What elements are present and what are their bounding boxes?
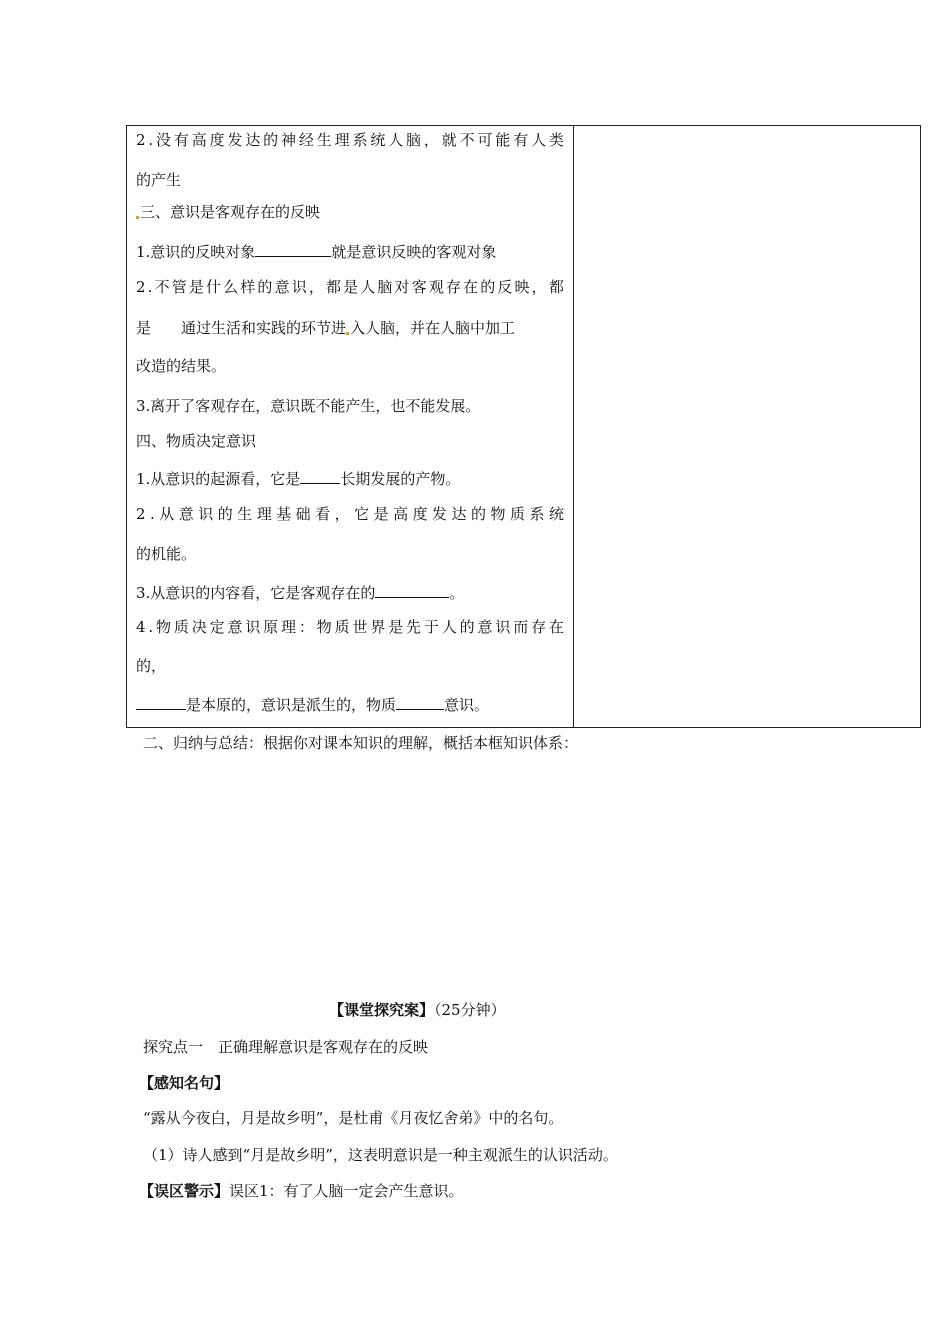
line-4: [136, 241, 496, 262]
inquiry-point-1: 探究点一 正确理解意识是客观存在的反映: [143, 1038, 429, 1056]
left-cell: [127, 126, 573, 727]
line-9: 四、物质决定意识: [136, 432, 257, 450]
line-16-text-a: 是本原的，意识是派生的，物质: [186, 696, 397, 714]
quote-line: “露从今夜白，月是故乡明”，是杜甫《月夜忆舍弟》中的名句。: [143, 1109, 564, 1127]
line-4-text-a: 1.意识的反映对象: [136, 243, 256, 261]
fill-blank: [255, 241, 331, 257]
line-13: [136, 582, 464, 603]
line-8: 3.离开了客观存在，意识既不能产生，也不能发展。: [136, 397, 481, 415]
line-3-text: 三、意识是客观存在的反映: [140, 203, 321, 221]
line-7: 改造的结果。: [136, 357, 227, 375]
summary-heading: 二、归纳与总结：根据你对课本知识的理解，概括本框知识体系：: [143, 734, 579, 752]
warning-heading: 【误区警示】: [139, 1182, 230, 1200]
fill-blank: [300, 468, 340, 484]
line-16: [136, 694, 489, 715]
line-1: 2 . 没 有 高 度 发 达 的 神 经 生 理 系 统 人 脑 ， 就 不 可 能 有 人 类: [136, 131, 564, 149]
line-13-text-a: 3.从意识的内容看，它是客观存在的: [136, 584, 376, 602]
fill-blank: [136, 694, 186, 710]
perceive-heading: 【感知名句】: [139, 1074, 230, 1092]
line-10-text-a: 1.从意识的起源看，它是: [136, 470, 301, 488]
line-12: 的机能。: [136, 545, 197, 563]
line-14: 4 . 物 质 决 定 意 识 原 理 ： 物 质 世 界 是 先 于 人 的 意 识 而 存 在: [136, 618, 564, 636]
line-16-text-b: 意识。: [444, 696, 490, 714]
fill-blank: [375, 582, 449, 598]
line-6-text-a: 是: [136, 319, 152, 337]
edit-mark-icon: [136, 216, 139, 219]
line-3: [136, 202, 320, 222]
edit-mark-icon: [346, 332, 349, 335]
line-11: 2 . 从 意 识 的 生 理 基 础 看 ， 它 是 高 度 发 达 的 物 质 系 统: [136, 505, 564, 523]
column-divider: [573, 126, 574, 727]
section-title: [329, 1000, 506, 1020]
content-table: [126, 125, 921, 728]
line-4-text-b: 就是意识反映的客观对象: [331, 243, 497, 261]
fill-blank: [396, 694, 444, 710]
line-5: 2 . 不 管 是 什 么 样 的 意 识 ， 都 是 人 脑 对 客 观 存 在 的 反 映 ， 都: [136, 278, 564, 296]
line-6-text-c: 入人脑，并在人脑中加工: [350, 319, 516, 337]
line-10: [136, 468, 460, 489]
item-1: （1）诗人感到“月是故乡明”，这表明意识是一种主观派生的认识活动。: [143, 1146, 618, 1164]
section-title-time: （25分钟）: [434, 1001, 506, 1019]
line-6: [136, 318, 515, 338]
line-13-text-b: 。: [449, 584, 465, 602]
line-10-text-b: 长期发展的产物。: [340, 470, 461, 488]
section-title-bold: 【课堂探究案】: [329, 1001, 435, 1019]
line-15: 的，: [136, 657, 167, 675]
line-6-text-b: 通过生活和实践的环节进: [181, 319, 347, 337]
line-2: 的产生: [136, 171, 182, 189]
misconception-warning: [139, 1181, 464, 1201]
warning-text: 误区1：有了人脑一定会产生意识。: [229, 1182, 464, 1200]
